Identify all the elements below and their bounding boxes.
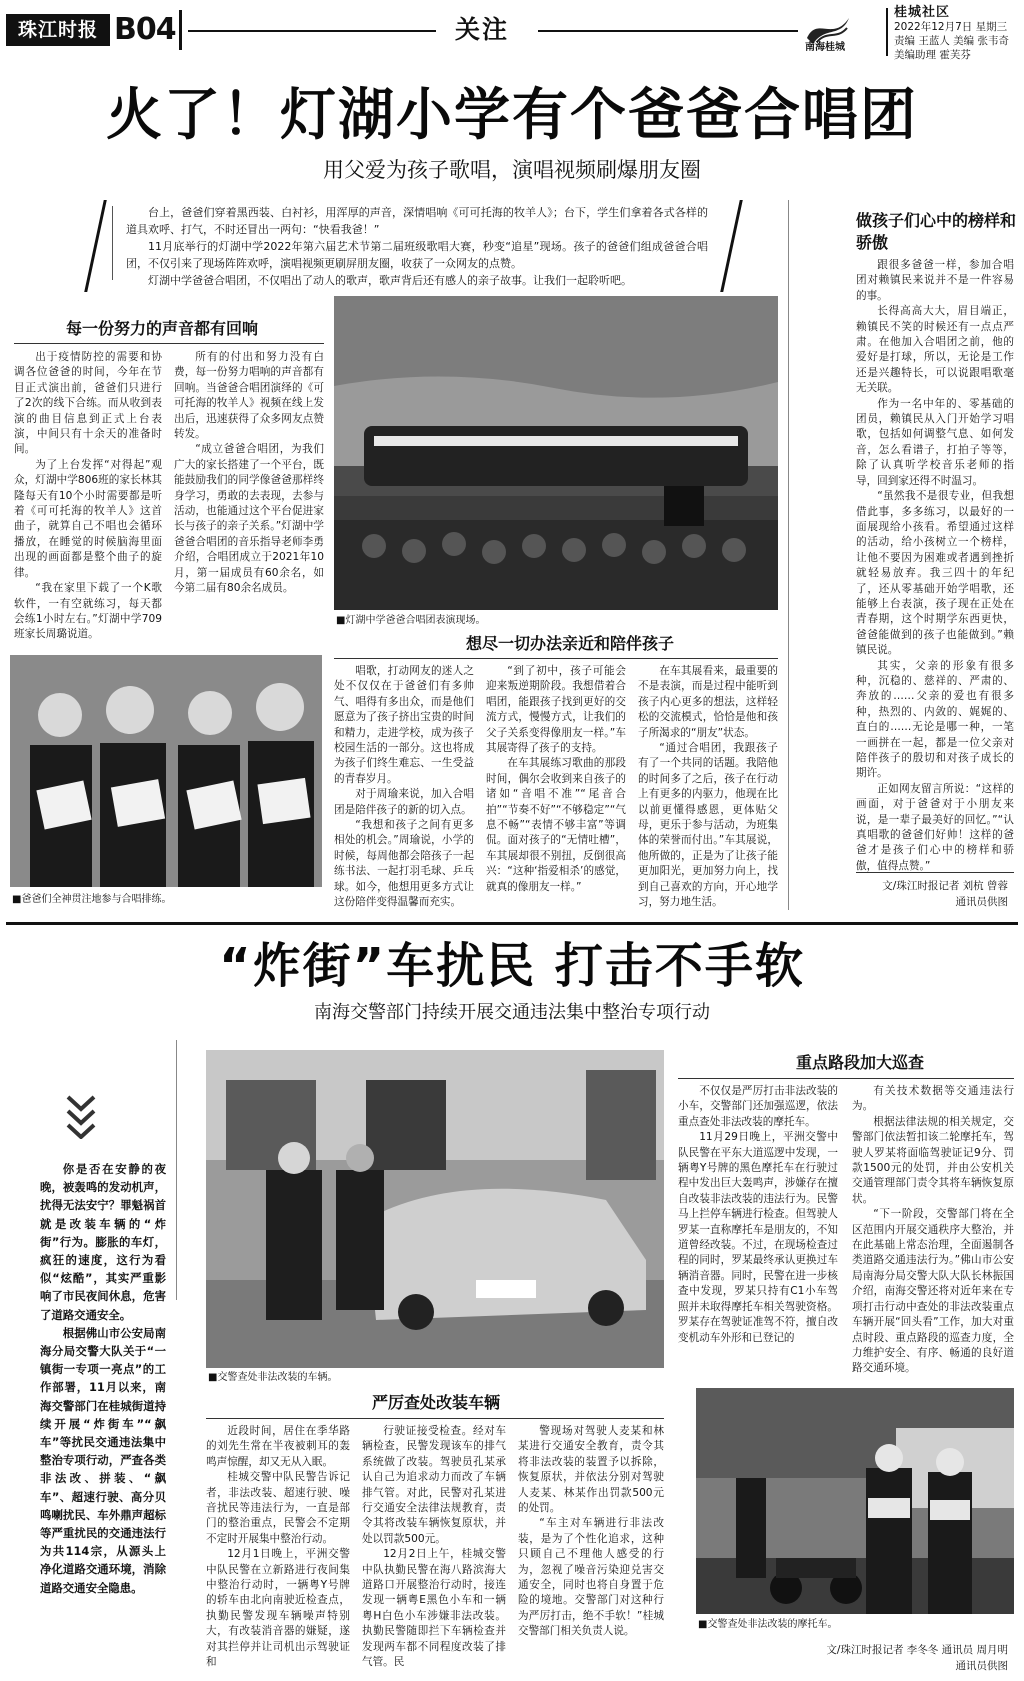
paragraph: 其实，父亲的形象有很多种，沉稳的、慈祥的、严肃的、奔放的……父亲的爱也有很多种，热烈的、内敛的、娓娓的、直白的……无论是哪一种，一笔一画拼在一起，都是一位父亲对陪伴孩子的殷切和对孩子成长的期许。 — [856, 659, 1014, 780]
paragraph: 正如网友留言所说：“这样的画面，对于爸爸对于小朋友来说，是一辈子最美好的回忆。”“认真唱歌的爸爸们好帅！这样的爸爸才是孩子们心中的榜样和骄傲，值得点赞。” — [856, 782, 1014, 872]
intro-paragraph: 11月底举行的灯湖中学2022年第六届艺术节第二届班级歌唱大赛，秒变“追星”现场。孩子的爸爸们组成爸爸合唱团，不仅引来了现场阵阵欢呼，演唱视频更刷屏朋友圈，收获了一众网友的点赞。 — [126, 240, 708, 270]
motorcycle-inspection-illustration — [696, 1388, 1014, 1614]
paragraph: 长得高高大大，眉目端正，赖镇民不笑的时候还有一点点严肃。在他加入合唱团之前，他的爱好是打球，所以，无论是工作还是兴趣特长，可以说跟唱歌毫无关联。 — [856, 305, 1014, 395]
story1-subhead: 用父爱为孩子歌唱，演唱视频刷爆朋友圈 — [323, 158, 701, 182]
story-divider — [6, 922, 1018, 925]
choir-stage-photo — [334, 296, 778, 610]
paragraph: 作为一名中年的、零基础的团员，赖镇民从入门开始学习唱歌，包括如何调整气息、如何发音，怎么看谱子，打拍子等等，除了认真听学校音乐老师的指导，回到家还得不时温习。 — [856, 397, 1014, 487]
paragraph: “下一阶段，交警部门将在全区范围内开展交通秩序大整治，并在此基础上常态治理，全面遏制各类道路交通违法行为。”佛山市公安局南海分局交警大队大队长林振国介绍，南海交警还将对近年来在专项打击行动中查处的非法改装重点车辆开展“回头看”工作，加大对重点时段、重点路段的巡查力度，全力维护安全、有序、畅通的良好道路交通环境。 — [852, 1208, 1014, 1375]
section1-rule — [14, 343, 324, 344]
section1-column-1 — [14, 350, 162, 643]
story1-headline: 火了！灯湖小学有个爸爸合唱团 — [106, 83, 918, 148]
section2-column-1 — [334, 664, 474, 911]
paragraph: “虽然我不是很专业，但我想借此事，多多练习，以最好的一面展现给小孩看。希望通过这样的活动，给小孩树立一个榜样，让他不要因为困难或者遇到挫折就轻易放弃。我三四十的年纪了，还从零基础开始学唱歌，还能够上台表演，孩子现在正处在青春期，这个时期学东西更快，爸爸能做到的孩子也能做到。”赖镇民说。 — [856, 490, 1014, 657]
masthead-info — [894, 6, 1024, 62]
paragraph: “我想和孩子之间有更多相处的机会。”周瑜说，小学的时候，每周他都会陪孩子一起练书法、一起打羽毛球、乒乓球。如今，他想用更多方式让这份陪伴变得温馨而充实。 — [334, 819, 474, 909]
story2-byline — [700, 1642, 1008, 1674]
paragraph: 出于疫情防控的需要和协调各位爸爸的时间，今年在节目正式演出前，爸爸们只进行了2次的线下合练。而从收到表演的曲目信息到正式上台表演，中间只有十余天的准备时间。 — [14, 351, 162, 456]
byline-author: 文/珠江时报记者 李冬冬 通讯员 周月明 — [826, 1644, 1008, 1656]
rehearsal-illustration — [10, 655, 322, 887]
intro-slash-left — [84, 200, 107, 292]
intro-rule — [112, 206, 113, 280]
photo2-caption: ■爸爸们全神贯注地参与合唱排练。 — [12, 894, 172, 905]
paragraph: “到了初中，孩子可能会迎来叛逆期阶段。我想借着合唱团，能跟孩子找到更好的交流方式，慢慢方式，让我们的父子关系变得像朋友一样。”车其展寄得了孩子的支持。 — [486, 665, 626, 755]
section4-rule — [678, 1078, 1014, 1079]
lead-divider — [176, 1040, 177, 1300]
sidebar-title: 做孩子们心中的榜样和骄傲 — [856, 211, 1017, 252]
photo4-caption: ■交警查处非法改装的摩托车。 — [698, 1619, 838, 1630]
story2-subhead: 南海交警部门持续开展交通违法集中整治专项行动 — [314, 1002, 710, 1023]
masthead-rule-left — [188, 30, 436, 32]
paragraph: 行驶证接受检查。经对车辆检查，民警发现该车的排气系统做了改装。驾驶员孔某承认自己为追求动力而改了车辆排气管。对此，民警对孔某进行交通安全法律法规教育，责令其将改装车辆恢复原状，并处以罚款500元。 — [362, 1425, 506, 1545]
paragraph: “我在家里下载了一个K歌软件，一有空就练习，每天都会练1小时左右。”灯湖中学709班家长周璐说道。 — [14, 582, 162, 641]
editors: 责编 王蓝人 美编 张韦奇 — [894, 35, 1010, 47]
paragraph: 近段时间，居住在季华路的刘先生常在半夜被刺耳的轰鸣声惊醒，却又无从入眠。 — [206, 1425, 350, 1468]
section2-column-2 — [486, 664, 626, 895]
lead-paragraph: 根据佛山市公安局南海分局交警大队关于“一镇街一专项一亮点”的工作部署，11月以来，南海交警部门在桂城街道持续开展“炸街车”“飙车”等扰民交通违法集中整治专项行动，严查各类非法改、拼装、“飙车”、超速行驶、高分贝鸣喇扰民、车外鼎声超标等严重扰民的交通违法行为共114宗，从源头上净化道路交通环境，消除道路交通安全隐患。 — [40, 1325, 166, 1595]
paragraph: 不仅仅是严厉打击非法改装的小车，交警部门还加强巡逻，依法重点查处非法改装的摩托车。 — [678, 1085, 838, 1128]
rehearsal-photo — [10, 655, 322, 887]
paragraph: 所有的付出和努力没有白费，每一份努力唱响的声音都有回响。当爸爸合唱团演绎的《可可托海的牧羊人》视频在线上发出后，迅速获得了众多网友点赞转发。 — [174, 351, 324, 441]
photo3-caption: ■交警查处非法改装的车辆。 — [208, 1372, 338, 1383]
lead-paragraph: 你是否在安静的夜晚，被轰鸣的发动机声，扰得无法安宁？罪魁祸首就是改装车辆的“炸街”行为。膨胀的车灯，疯狂的速度，这行为看似“炫酷”，其实严重影响了市民夜间休息，危害了道路交通安全。 — [40, 1162, 166, 1322]
masthead — [0, 0, 1024, 64]
photo1-caption: ■灯湖中学爸爸合唱团表演现场。 — [336, 615, 486, 626]
masthead-vbar — [886, 8, 888, 56]
motorcycle-photo — [696, 1388, 1014, 1614]
column-name: 桂城社区 — [894, 5, 951, 20]
editor-assistant: 美编助理 霍芙芬 — [894, 49, 971, 61]
paragraph: “通过合唱团，我跟孩子有了一个共同的话题。我陪他的时间多了之后，孩子在行动上有更多的内驱力，他现在比以前更懂得感恩，更体贴父母，更乐于参与活动，为班集体的荣誉而付出。”车其展说，他所做的，正是为了让孩子能更加阳光，更加努力向上，找到自己喜欢的方向，开心地学习，努力地生活。 — [638, 742, 778, 909]
car-inspection-illustration — [206, 1050, 664, 1368]
intro-paragraph: 灯湖中学爸爸合唱团，不仅唱出了动人的歌声，歌声背后还有感人的亲子故事。让我们一起聆听吧。 — [148, 274, 632, 287]
paragraph: 对于周瑜来说，加入合唱团是陪伴孩子的新的切入点。 — [334, 788, 474, 816]
paragraph: 11月29日晚上，平洲交警中队民警在平东大道巡逻中发现，一辆粤Y号牌的黑色摩托车在行驶过程中发出巨大轰鸣声，涉嫌存在擅自改装非法改装的违法行为。民警马上拦停车辆进行检查。但驾驶人罗某一直称摩托车是朋友的，不知道曾经改装。不过，在现场检查过程的同时，罗某最终承认更换过车辆消音器。同时，民警在进一步核查中发现，罗某只持有C1小车驾照并未取得摩托车相关驾驶资格。罗某存在驾驶证准驾不符，擅自改变机动车外形和已登记的 — [678, 1131, 838, 1344]
paragraph: 12月2日上午，桂城交警中队执勤民警在海八路滨海大道路口开展整治行动时，接连发现一辆粤E黑色小车和一辆粤H白色小车涉嫌非法改装。执勤民警随即拦下车辆检查并发现两车都不同程度改装了排气管。民 — [362, 1548, 506, 1669]
intro-slash-right — [720, 200, 743, 292]
newspaper-name: 珠江时报 — [6, 14, 110, 46]
story1-byline — [856, 878, 1008, 910]
section1-column-2 — [174, 350, 324, 597]
masthead-rule-right — [538, 30, 798, 32]
sidebar-divider — [788, 200, 789, 910]
intro-paragraph: 台上，爸爸们穿着黑西装、白衬衫，用浑厚的声音，深情唱响《可可托海的牧羊人》；台下，学生们拿着各式各样的道具欢呼、打气，不时还冒出一两句：“快看我爸！” — [126, 206, 708, 236]
section3-rule — [206, 1418, 664, 1419]
paragraph: 警现场对驾驶人麦某和林某进行交通安全教育，责令其将非法改装的装置予以拆除，恢复原状，并依法分别对驾驶人麦某、林某作出罚款500元的处罚。 — [518, 1425, 664, 1515]
issue-date: 2022年12月7日 星期三 — [894, 21, 1008, 33]
paragraph: 为了上台发挥“对得起”观众，灯湖中学806班的家长林其隆每天有10个小时需要都是听着《可可托海的牧羊人》这首曲子，就算自己不唱也会循环播放，在睡觉的时候脑海里面出现的画面都是整个曲子的旋律。 — [14, 458, 162, 579]
byline-author: 文/珠江时报记者 刘杭 曾蓉 — [882, 880, 1008, 892]
paragraph: 唱歌，打动网友的迷人之处不仅仅在于爸爸们有多帅气、唱得有多出众，而是他们愿意为了孩子挤出宝贵的时间和精力，走进学校，成为孩子校园生活的一部分。这也将成为孩子们终生难忘、一生受益的青春岁月。 — [334, 665, 474, 785]
masthead-bar — [179, 10, 182, 50]
paragraph: 有关技术数据等交通违法行为。 — [852, 1085, 1014, 1113]
paragraph: 跟很多爸爸一样，参加合唱团对赖镇民来说并不是一件容易的事。 — [856, 259, 1014, 302]
section2-column-3 — [638, 664, 778, 911]
paragraph: 根据法律法规的相关规定，交警部门依法暂扣该二轮摩托车，驾驶人罗某将面临驾驶证记9分、罚款1500元的处罚，并由公安机关交通管理部门责令其将车辆恢复原状。 — [852, 1115, 1014, 1205]
paragraph: 在车其展看来，最重要的不是表演，而是过程中能听到孩子内心更多的想法，这样轻松的交流模式，恰恰是他和孩子所渴求的“朋友”状态。 — [638, 665, 778, 739]
page-number: B04 — [114, 12, 176, 47]
section3-column-1 — [206, 1424, 350, 1671]
logo-text: 南海桂城 — [805, 42, 845, 53]
paragraph: 桂城交警中队民警告诉记者，非法改装、超速行驶、噪音扰民等违法行为，一直是部门的整治重点，民警会不定期不定时开展集中整治行动。 — [206, 1471, 350, 1545]
modified-car-photo — [206, 1050, 664, 1368]
section4-title: 重点路段加大巡查 — [795, 1053, 924, 1072]
byline-photo: 通讯员供图 — [955, 1660, 1008, 1672]
paragraph: “车主对车辆进行非法改装，是为了个性化追求，这种只顾自己不理他人感受的行为，忽视了噪音污染迎兑害交通安全，同时也将自身置于危险的境地。交警部门对这种行为严厉打击，绝不手软！”桂城交警部门相关负责人说。 — [518, 1517, 664, 1638]
section4-column-2 — [852, 1084, 1014, 1377]
section2-rule — [334, 658, 778, 659]
byline-photo: 通讯员供图 — [955, 896, 1008, 908]
section4-column-1 — [678, 1084, 838, 1346]
sidebar-body — [856, 258, 1014, 874]
section3-column-3 — [518, 1424, 664, 1640]
paragraph: “成立爸爸合唱团，为我们广大的家长搭建了一个平台，既能鼓励我们的同学像爸爸那样终身学习，勇敢的去表现，去参与活动，也能通过这个平台促进家长与孩子的亲子关系。”灯湖中学爸爸合唱团的音乐指导老师李勇介绍，合唱团成立于2021年10月，第一届成员有60余名，如今第二届有80余名成员。 — [174, 443, 324, 595]
choir-stage-illustration — [334, 296, 778, 610]
section1-title: 每一份努力的声音都有回响 — [65, 319, 258, 338]
section3-title: 严厉查处改装车辆 — [371, 1393, 500, 1412]
section2-title: 想尽一切办法亲近和陪伴孩子 — [465, 634, 674, 653]
section-title: 关注 — [455, 15, 510, 44]
chevron-down-icon — [66, 1095, 96, 1139]
paragraph: 12月1日晚上，平洲交警中队民警在立新路进行夜间集中整治行动时，一辆粤Y号牌的轿车由北向南驶近检查点，执勤民警发现车辆噪声特别大，有改装消音器的嫌疑，遂对其拦停并让司机出示驾驶证和 — [206, 1548, 350, 1669]
story2-lead — [40, 1160, 166, 1597]
story2-headline: “炸街”车扰民 打击不手软 — [219, 938, 805, 994]
story1-intro — [126, 204, 708, 289]
byline-rule — [856, 872, 1014, 873]
section3-column-2 — [362, 1424, 506, 1671]
paragraph: 在车其展练习歌曲的那段时间，偶尔会收到来自孩子的诸如“音唱不准”“尾音合拍”“节奏不好”“不够稳定”“气息不畅”“表情不够丰富”等调侃。面对孩子的“无情吐槽”，车其展却很不别扭，反倒很高兴：“这种‘指爱相杀’的感觉，就真的像朋友一样。” — [486, 757, 626, 893]
